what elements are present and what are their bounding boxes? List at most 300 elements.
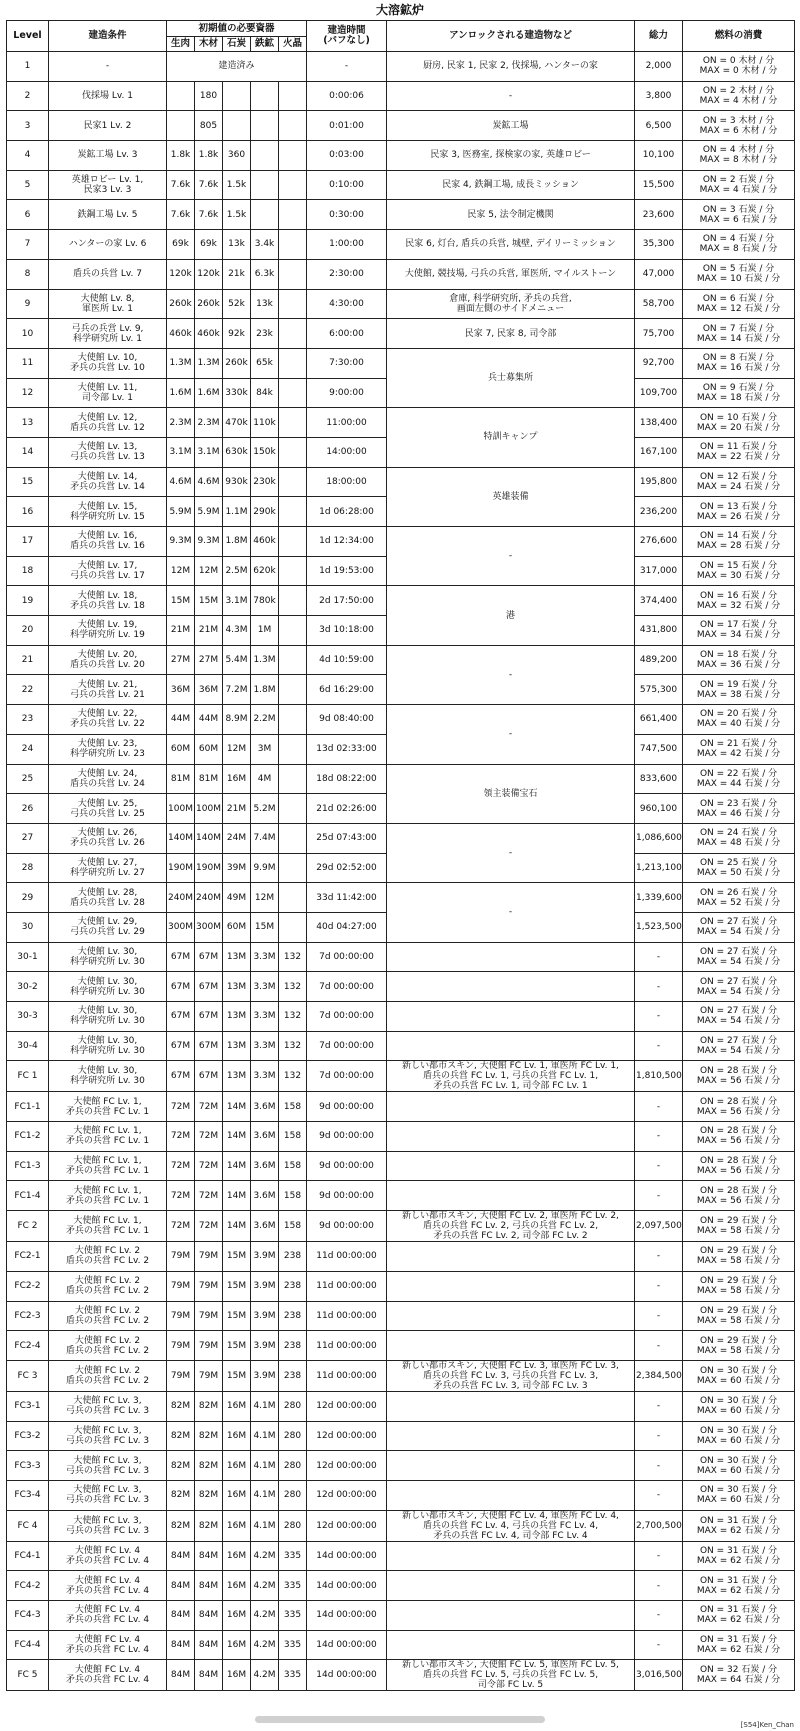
iron-cell: 150k <box>251 437 279 467</box>
iron-cell: 110k <box>251 408 279 438</box>
level-cell: 16 <box>7 497 49 527</box>
time-cell: 4:30:00 <box>307 289 387 319</box>
level-cell: 26 <box>7 794 49 824</box>
fuel-cell: ON = 28 石炭 / 分 MAX = 56 石炭 / 分 <box>683 1061 795 1092</box>
coal-cell: 16M <box>223 1421 251 1451</box>
condition-cell: 大使館 Lv. 30, 科学研究所 Lv. 30 <box>49 1031 167 1061</box>
coal-cell: 3.1M <box>223 586 251 616</box>
condition-cell: 大使館 FC Lv. 3, 弓兵の兵営 FC Lv. 3 <box>49 1510 167 1541</box>
wood-cell: 15M <box>195 586 223 616</box>
fuel-cell: ON = 15 石炭 / 分 MAX = 30 石炭 / 分 <box>683 556 795 586</box>
fuel-cell: ON = 4 石炭 / 分 MAX = 8 石炭 / 分 <box>683 230 795 260</box>
level-cell: 2 <box>7 81 49 111</box>
coal-cell: 1.5k <box>223 170 251 200</box>
wood-cell: 84M <box>195 1541 223 1571</box>
food-cell: 4.6M <box>167 467 195 497</box>
fuel-cell: ON = 18 石炭 / 分 MAX = 36 石炭 / 分 <box>683 645 795 675</box>
condition-cell: 大使館 FC Lv. 1, 矛兵の兵営 FC Lv. 1 <box>49 1211 167 1242</box>
iron-cell: 84k <box>251 378 279 408</box>
table-row <box>7 319 795 349</box>
table-row <box>7 467 795 497</box>
fuel-cell: ON = 29 石炭 / 分 MAX = 58 石炭 / 分 <box>683 1331 795 1361</box>
fire-cell: 132 <box>279 972 307 1002</box>
fuel-cell: ON = 11 石炭 / 分 MAX = 22 石炭 / 分 <box>683 437 795 467</box>
wood-cell: 82M <box>195 1451 223 1481</box>
time-cell: 11d 00:00:00 <box>307 1301 387 1331</box>
food-cell: 84M <box>167 1660 195 1691</box>
level-cell: FC3-4 <box>7 1480 49 1510</box>
table-row <box>7 81 795 111</box>
time-cell: 9d 00:00:00 <box>307 1151 387 1181</box>
table-row <box>7 1660 795 1691</box>
coal-cell <box>223 81 251 111</box>
wood-cell: 140M <box>195 823 223 853</box>
unlock-cell <box>387 1541 635 1571</box>
fire-cell: 132 <box>279 1031 307 1061</box>
level-cell: FC2-1 <box>7 1242 49 1272</box>
condition-cell: 英雄ロビー Lv. 1, 民家3 Lv. 3 <box>49 170 167 200</box>
time-cell: 14d 00:00:00 <box>307 1541 387 1571</box>
wood-cell: 79M <box>195 1242 223 1272</box>
time-cell: 12d 00:00:00 <box>307 1480 387 1510</box>
time-cell: 14d 00:00:00 <box>307 1660 387 1691</box>
condition-cell: 大使館 Lv. 30, 科学研究所 Lv. 30 <box>49 972 167 1002</box>
coal-cell: 1.8M <box>223 527 251 557</box>
unlock-cell: - <box>387 527 635 586</box>
fuel-cell: ON = 31 石炭 / 分 MAX = 62 石炭 / 分 <box>683 1510 795 1541</box>
coal-cell: 16M <box>223 1510 251 1541</box>
power-cell: - <box>635 1181 683 1211</box>
table-row <box>7 289 795 319</box>
time-cell: 11:00:00 <box>307 408 387 438</box>
power-cell: - <box>635 942 683 972</box>
coal-cell: 2.5M <box>223 556 251 586</box>
table-row <box>7 1601 795 1631</box>
food-cell: 300M <box>167 912 195 942</box>
table-row <box>7 348 795 378</box>
level-cell: FC2-4 <box>7 1331 49 1361</box>
wood-cell: 1.8k <box>195 141 223 171</box>
unlock-cell <box>387 1031 635 1061</box>
power-cell: - <box>635 1271 683 1301</box>
condition-cell: 大使館 Lv. 12, 盾兵の兵営 Lv. 12 <box>49 408 167 438</box>
fire-cell <box>279 81 307 111</box>
coal-cell: 92k <box>223 319 251 349</box>
level-cell: 30-3 <box>7 1002 49 1032</box>
fuel-cell: ON = 27 石炭 / 分 MAX = 54 石炭 / 分 <box>683 942 795 972</box>
unlock-cell: 新しい都市スキン, 大使館 FC Lv. 1, 軍医所 FC Lv. 1, 盾兵の兵営 FC Lv. 1, 弓兵の兵営 FC Lv. 1, 矛兵の兵営 FC Lv. 1, 司令部 FC Lv. 1 <box>387 1061 635 1092</box>
condition-cell: 大使館 FC Lv. 3, 弓兵の兵営 FC Lv. 3 <box>49 1451 167 1481</box>
table-row <box>7 1451 795 1481</box>
level-cell: 6 <box>7 200 49 230</box>
condition-cell: 大使館 FC Lv. 2 盾兵の兵営 FC Lv. 2 <box>49 1271 167 1301</box>
header-time: 建造時間 (バフなし) <box>307 21 387 52</box>
fire-cell <box>279 645 307 675</box>
fuel-cell: ON = 13 石炭 / 分 MAX = 26 石炭 / 分 <box>683 497 795 527</box>
level-cell: 4 <box>7 141 49 171</box>
condition-cell: 民家1 Lv. 2 <box>49 111 167 141</box>
coal-cell: 16M <box>223 1571 251 1601</box>
wood-cell: 1.3M <box>195 348 223 378</box>
fuel-cell: ON = 17 石炭 / 分 MAX = 34 石炭 / 分 <box>683 616 795 646</box>
level-cell: 25 <box>7 764 49 794</box>
header-condition: 建造条件 <box>49 21 167 52</box>
fire-cell <box>279 794 307 824</box>
wood-cell: 67M <box>195 972 223 1002</box>
iron-cell: 23k <box>251 319 279 349</box>
iron-cell: 3.9M <box>251 1301 279 1331</box>
coal-cell: 13M <box>223 1061 251 1092</box>
unlock-cell <box>387 1391 635 1421</box>
fuel-cell: ON = 28 石炭 / 分 MAX = 56 石炭 / 分 <box>683 1151 795 1181</box>
level-cell: FC 3 <box>7 1360 49 1391</box>
fire-cell <box>279 527 307 557</box>
wood-cell: 460k <box>195 319 223 349</box>
coal-cell: 13M <box>223 1031 251 1061</box>
fuel-cell: ON = 27 石炭 / 分 MAX = 54 石炭 / 分 <box>683 1031 795 1061</box>
wood-cell: 3.1M <box>195 437 223 467</box>
condition-cell: 大使館 Lv. 22, 矛兵の兵営 Lv. 22 <box>49 705 167 735</box>
power-cell: - <box>635 1151 683 1181</box>
time-cell: 0:01:00 <box>307 111 387 141</box>
iron-cell: 3.9M <box>251 1271 279 1301</box>
iron-cell: 3.4k <box>251 230 279 260</box>
fuel-cell: ON = 27 石炭 / 分 MAX = 54 石炭 / 分 <box>683 912 795 942</box>
iron-cell: 3.3M <box>251 972 279 1002</box>
unlock-cell: 民家 5, 法令制定機関 <box>387 200 635 230</box>
level-cell: FC1-3 <box>7 1151 49 1181</box>
fuel-cell: ON = 30 石炭 / 分 MAX = 60 石炭 / 分 <box>683 1360 795 1391</box>
food-cell: 3.1M <box>167 437 195 467</box>
food-cell: 81M <box>167 764 195 794</box>
power-cell: 3,016,500 <box>635 1660 683 1691</box>
table-body <box>7 52 795 1691</box>
fuel-cell: ON = 29 石炭 / 分 MAX = 58 石炭 / 分 <box>683 1271 795 1301</box>
unlock-cell: 領主装備宝石 <box>387 764 635 823</box>
time-cell: 14d 00:00:00 <box>307 1601 387 1631</box>
condition-cell: 大使館 Lv. 17, 弓兵の兵営 Lv. 17 <box>49 556 167 586</box>
wood-cell: 72M <box>195 1151 223 1181</box>
level-cell: FC1-1 <box>7 1092 49 1122</box>
fuel-cell: ON = 29 石炭 / 分 MAX = 58 石炭 / 分 <box>683 1211 795 1242</box>
time-cell: 11d 00:00:00 <box>307 1331 387 1361</box>
wood-cell: 240M <box>195 883 223 913</box>
unlock-cell: 厨房, 民家 1, 民家 2, 伐採場, ハンターの家 <box>387 52 635 82</box>
time-cell: 12d 00:00:00 <box>307 1391 387 1421</box>
condition-cell: 大使館 FC Lv. 4 矛兵の兵営 FC Lv. 4 <box>49 1660 167 1691</box>
horizontal-scrollbar[interactable] <box>255 1716 545 1723</box>
fire-cell: 335 <box>279 1630 307 1660</box>
condition-cell: 大使館 FC Lv. 4 矛兵の兵営 FC Lv. 4 <box>49 1571 167 1601</box>
power-cell: 75,700 <box>635 319 683 349</box>
unlock-cell: - <box>387 645 635 704</box>
level-cell: 12 <box>7 378 49 408</box>
fuel-cell: ON = 27 石炭 / 分 MAX = 54 石炭 / 分 <box>683 972 795 1002</box>
power-cell: 6,500 <box>635 111 683 141</box>
fire-cell: 158 <box>279 1122 307 1152</box>
table-row <box>7 230 795 260</box>
fuel-cell: ON = 24 石炭 / 分 MAX = 48 石炭 / 分 <box>683 823 795 853</box>
level-cell: 5 <box>7 170 49 200</box>
condition-cell: 大使館 Lv. 15, 科学研究所 Lv. 15 <box>49 497 167 527</box>
fire-cell <box>279 170 307 200</box>
fire-cell: 335 <box>279 1541 307 1571</box>
table-row <box>7 200 795 230</box>
fuel-cell: ON = 32 石炭 / 分 MAX = 64 石炭 / 分 <box>683 1660 795 1691</box>
coal-cell: 630k <box>223 437 251 467</box>
wood-cell: 100M <box>195 794 223 824</box>
food-cell: 1.8k <box>167 141 195 171</box>
power-cell: 1,339,600 <box>635 883 683 913</box>
level-cell: 10 <box>7 319 49 349</box>
wood-cell: 82M <box>195 1391 223 1421</box>
coal-cell: 14M <box>223 1181 251 1211</box>
condition-cell: 弓兵の兵営 Lv. 9, 科学研究所 Lv. 1 <box>49 319 167 349</box>
coal-cell: 260k <box>223 348 251 378</box>
unlock-cell: 倉庫, 科学研究所, 矛兵の兵営, 画面左側のサイドメニュー <box>387 289 635 319</box>
condition-cell: 大使館 Lv. 21, 弓兵の兵営 Lv. 21 <box>49 675 167 705</box>
power-cell: 1,810,500 <box>635 1061 683 1092</box>
iron-cell: 4.1M <box>251 1391 279 1421</box>
table-row <box>7 1061 795 1092</box>
fire-cell <box>279 556 307 586</box>
condition-cell: 大使館 FC Lv. 2 盾兵の兵営 FC Lv. 2 <box>49 1331 167 1361</box>
coal-cell: 16M <box>223 1630 251 1660</box>
fuel-cell: ON = 9 石炭 / 分 MAX = 18 石炭 / 分 <box>683 378 795 408</box>
coal-cell: 16M <box>223 764 251 794</box>
coal-cell: 52k <box>223 289 251 319</box>
fuel-cell: ON = 31 石炭 / 分 MAX = 62 石炭 / 分 <box>683 1630 795 1660</box>
condition-cell: 大使館 FC Lv. 1, 矛兵の兵営 FC Lv. 1 <box>49 1092 167 1122</box>
power-cell: 167,100 <box>635 437 683 467</box>
fuel-cell: ON = 2 木材 / 分 MAX = 4 木材 / 分 <box>683 81 795 111</box>
power-cell: - <box>635 1571 683 1601</box>
condition-cell: 大使館 FC Lv. 1, 矛兵の兵営 FC Lv. 1 <box>49 1122 167 1152</box>
fuel-cell: ON = 8 石炭 / 分 MAX = 16 石炭 / 分 <box>683 348 795 378</box>
condition-cell: 大使館 Lv. 13, 弓兵の兵営 Lv. 13 <box>49 437 167 467</box>
fire-cell: 158 <box>279 1181 307 1211</box>
resources-cell: 建造済み <box>167 52 307 82</box>
iron-cell <box>251 111 279 141</box>
level-cell: 7 <box>7 230 49 260</box>
power-cell: 276,600 <box>635 527 683 557</box>
coal-cell: 14M <box>223 1211 251 1242</box>
wood-cell: 7.6k <box>195 200 223 230</box>
condition-cell: 大使館 Lv. 10, 矛兵の兵営 Lv. 10 <box>49 348 167 378</box>
coal-cell: 21M <box>223 794 251 824</box>
condition-cell: 伐採場 Lv. 1 <box>49 81 167 111</box>
power-cell: 2,000 <box>635 52 683 82</box>
level-cell: 15 <box>7 467 49 497</box>
iron-cell: 4.2M <box>251 1601 279 1631</box>
wood-cell: 82M <box>195 1421 223 1451</box>
time-cell: 6:00:00 <box>307 319 387 349</box>
time-cell: - <box>307 52 387 82</box>
fire-cell: 280 <box>279 1451 307 1481</box>
coal-cell: 16M <box>223 1451 251 1481</box>
table-row <box>7 170 795 200</box>
food-cell: 67M <box>167 972 195 1002</box>
power-cell: 47,000 <box>635 259 683 289</box>
food-cell: 140M <box>167 823 195 853</box>
fuel-cell: ON = 31 石炭 / 分 MAX = 62 石炭 / 分 <box>683 1541 795 1571</box>
food-cell: 44M <box>167 705 195 735</box>
fire-cell <box>279 378 307 408</box>
food-cell: 69k <box>167 230 195 260</box>
wood-cell: 82M <box>195 1510 223 1541</box>
level-cell: 28 <box>7 853 49 883</box>
level-cell: FC 5 <box>7 1660 49 1691</box>
fire-cell <box>279 111 307 141</box>
time-cell: 11d 00:00:00 <box>307 1360 387 1391</box>
condition-cell: 大使館 FC Lv. 3, 弓兵の兵営 FC Lv. 3 <box>49 1480 167 1510</box>
food-cell: 79M <box>167 1360 195 1391</box>
time-cell: 12d 00:00:00 <box>307 1451 387 1481</box>
wood-cell: 84M <box>195 1630 223 1660</box>
power-cell: - <box>635 1122 683 1152</box>
condition-cell: 大使館 Lv. 26, 矛兵の兵営 Lv. 26 <box>49 823 167 853</box>
unlock-cell <box>387 1630 635 1660</box>
table-row <box>7 1571 795 1601</box>
food-cell: 82M <box>167 1451 195 1481</box>
table-row <box>7 942 795 972</box>
table-row <box>7 1092 795 1122</box>
wood-cell: 69k <box>195 230 223 260</box>
time-cell: 2d 17:50:00 <box>307 586 387 616</box>
level-cell: FC 1 <box>7 1061 49 1092</box>
wood-cell: 7.6k <box>195 170 223 200</box>
time-cell: 7:30:00 <box>307 348 387 378</box>
iron-cell: 3.3M <box>251 1002 279 1032</box>
condition-cell: 大使館 Lv. 30, 科学研究所 Lv. 30 <box>49 942 167 972</box>
unlock-cell: 特訓キャンプ <box>387 408 635 467</box>
power-cell: 431,800 <box>635 616 683 646</box>
time-cell: 12d 00:00:00 <box>307 1510 387 1541</box>
fuel-cell: ON = 28 石炭 / 分 MAX = 56 石炭 / 分 <box>683 1122 795 1152</box>
iron-cell: 1.8M <box>251 675 279 705</box>
coal-cell: 13k <box>223 230 251 260</box>
fire-cell: 158 <box>279 1211 307 1242</box>
level-cell: FC 4 <box>7 1510 49 1541</box>
iron-cell: 3.6M <box>251 1092 279 1122</box>
header-coal: 石炭 <box>223 37 251 52</box>
iron-cell: 13k <box>251 289 279 319</box>
food-cell: 79M <box>167 1301 195 1331</box>
iron-cell: 4.2M <box>251 1630 279 1660</box>
coal-cell: 16M <box>223 1480 251 1510</box>
fuel-cell: ON = 28 石炭 / 分 MAX = 56 石炭 / 分 <box>683 1092 795 1122</box>
fire-cell <box>279 200 307 230</box>
table-row <box>7 1510 795 1541</box>
food-cell: 36M <box>167 675 195 705</box>
condition-cell: 大使館 Lv. 29, 弓兵の兵営 Lv. 29 <box>49 912 167 942</box>
condition-cell: 大使館 FC Lv. 2 盾兵の兵営 FC Lv. 2 <box>49 1360 167 1391</box>
unlock-cell <box>387 1301 635 1331</box>
unlock-cell: 新しい都市スキン, 大使館 FC Lv. 4, 軍医所 FC Lv. 4, 盾兵の兵営 FC Lv. 4, 弓兵の兵営 FC Lv. 4, 矛兵の兵営 FC Lv. 4, 司令部 FC Lv. 4 <box>387 1510 635 1541</box>
food-cell: 82M <box>167 1480 195 1510</box>
coal-cell: 16M <box>223 1541 251 1571</box>
iron-cell: 65k <box>251 348 279 378</box>
fire-cell: 335 <box>279 1660 307 1691</box>
coal-cell: 49M <box>223 883 251 913</box>
table-row <box>7 645 795 675</box>
time-cell: 0:10:00 <box>307 170 387 200</box>
power-cell: 3,800 <box>635 81 683 111</box>
level-cell: 11 <box>7 348 49 378</box>
coal-cell: 8.9M <box>223 705 251 735</box>
header-power: 総力 <box>635 21 683 52</box>
iron-cell: 4.1M <box>251 1451 279 1481</box>
food-cell: 27M <box>167 645 195 675</box>
food-cell: 84M <box>167 1571 195 1601</box>
coal-cell: 13M <box>223 942 251 972</box>
power-cell: 92,700 <box>635 348 683 378</box>
fire-cell <box>279 497 307 527</box>
fire-cell <box>279 764 307 794</box>
wood-cell: 5.9M <box>195 497 223 527</box>
table-row <box>7 1630 795 1660</box>
table-row <box>7 1331 795 1361</box>
fire-cell <box>279 467 307 497</box>
wood-cell: 260k <box>195 289 223 319</box>
unlock-cell: 大使館, 競技場, 弓兵の兵営, 軍医所, マイルストーン <box>387 259 635 289</box>
fire-cell <box>279 319 307 349</box>
fire-cell <box>279 853 307 883</box>
unlock-cell: 民家 4, 鉄鋼工場, 成長ミッション <box>387 170 635 200</box>
fuel-cell: ON = 30 石炭 / 分 MAX = 60 石炭 / 分 <box>683 1421 795 1451</box>
level-cell: FC4-3 <box>7 1601 49 1631</box>
food-cell: 240M <box>167 883 195 913</box>
iron-cell: 6.3k <box>251 259 279 289</box>
unlock-cell <box>387 1181 635 1211</box>
fuel-cell: ON = 5 石炭 / 分 MAX = 10 石炭 / 分 <box>683 259 795 289</box>
power-cell: 960,100 <box>635 794 683 824</box>
coal-cell: 14M <box>223 1151 251 1181</box>
fuel-cell: ON = 7 石炭 / 分 MAX = 14 石炭 / 分 <box>683 319 795 349</box>
unlock-cell <box>387 1002 635 1032</box>
fire-cell <box>279 912 307 942</box>
food-cell: 7.6k <box>167 170 195 200</box>
fuel-cell: ON = 25 石炭 / 分 MAX = 50 石炭 / 分 <box>683 853 795 883</box>
table-row <box>7 764 795 794</box>
food-cell: 190M <box>167 853 195 883</box>
time-cell: 7d 00:00:00 <box>307 942 387 972</box>
wood-cell: 180 <box>195 81 223 111</box>
power-cell: 109,700 <box>635 378 683 408</box>
wood-cell: 84M <box>195 1601 223 1631</box>
fire-cell: 280 <box>279 1391 307 1421</box>
fire-cell: 132 <box>279 1002 307 1032</box>
coal-cell: 60M <box>223 912 251 942</box>
time-cell: 9d 00:00:00 <box>307 1181 387 1211</box>
wood-cell: 21M <box>195 616 223 646</box>
fuel-cell: ON = 26 石炭 / 分 MAX = 52 石炭 / 分 <box>683 883 795 913</box>
coal-cell: 24M <box>223 823 251 853</box>
iron-cell: 3.9M <box>251 1360 279 1391</box>
fire-cell: 280 <box>279 1421 307 1451</box>
fire-cell <box>279 823 307 853</box>
iron-cell: 4.1M <box>251 1510 279 1541</box>
power-cell: 10,100 <box>635 141 683 171</box>
fire-cell <box>279 586 307 616</box>
power-cell: 747,500 <box>635 734 683 764</box>
header-resources: 初期値の必要資器 <box>167 21 307 37</box>
power-cell: 374,400 <box>635 586 683 616</box>
level-cell: 8 <box>7 259 49 289</box>
fuel-cell: ON = 12 石炭 / 分 MAX = 24 石炭 / 分 <box>683 467 795 497</box>
unlock-cell <box>387 1601 635 1631</box>
unlock-cell <box>387 1271 635 1301</box>
